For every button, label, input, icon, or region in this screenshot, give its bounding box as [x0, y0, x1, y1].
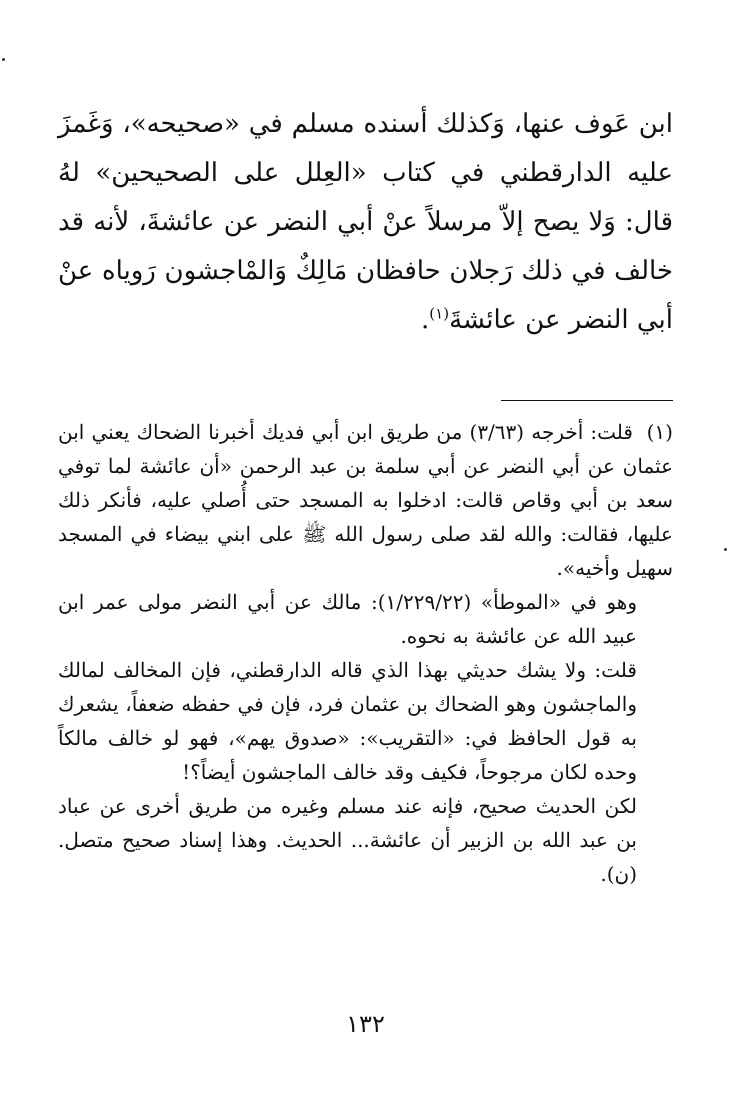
scan-speck: [2, 58, 5, 61]
footnote-reference: (١): [429, 304, 450, 323]
footnote-text-1: قلت: أخرجه (٣/٦٣) من طريق ابن أبي فديك أخبرنا الضحاك يعني ابن عثمان عن أبي النضر عن أبي سلمة بن عبد الرحمن «أن عائشة لما توفي سعد بن أبي وقاص قالت: ادخلوا به المسجد حتى أُصلي عليه، فأنكر ذلك عليها، فقالت: والله لقد صلى رسول الله ﷺ على ابني بيضاء في المسجد سهيل وأخيه».: [58, 420, 673, 580]
footnote-paragraph-4: لكن الحديث صحيح، فإنه عند مسلم وغيره من طريق أخرى عن عباد بن عبد الله بن الزبير أن عائشة... الحديث. وهذا إسناد صحيح متصل. (ن).: [58, 794, 637, 886]
main-text-block: [58, 100, 673, 345]
page-number: ١٣٢: [346, 1010, 385, 1038]
footnote-separator: [501, 400, 673, 401]
main-paragraph: [58, 100, 673, 345]
main-end-punct: .: [421, 305, 430, 335]
main-paragraph-text: ابن عَوف عنها، وَكذلك أسنده مسلم في «صحيحه»، وَغَمزَ عليه الدارقطني في كتاب «العِلل على الصحيحين» لهُ قال: وَلا يصح إلاّ مرسلاً عنْ أبي النضر عن عائشةَ، لأنه قد خالف في ذلك رَجلان حافظان مَالِكٌ وَالمْاجشون رَوياه عنْ أبي النضر عن عائشةَ: [58, 109, 673, 335]
footnote-paragraph-2: وهو في «الموطأ» (١/٢٢٩/٢٢): مالك عن أبي النضر مولى عمر ابن عبيد الله عن عائشة به نحوه.: [58, 590, 637, 648]
footnote-paragraph-1: [58, 415, 673, 585]
footnote-paragraph-3: قلت: ولا يشك حديثي بهذا الذي قاله الدارقطني، فإن المخالف لمالك والماجشون وهو الضحاك بن عثمان فرد، فإن في حفظه ضعفاً، يشعرك به قول الحافظ في: «التقريب»: «صدوق يهم»، فهو لو خالف مالكاً وحده لكان مرجوحاً، فكيف وقد خالف الماجشون أيضاً؟!: [58, 658, 637, 784]
footnote-number: (١): [646, 420, 673, 444]
footnotes-block: [58, 415, 673, 891]
scan-speck: [724, 548, 727, 551]
